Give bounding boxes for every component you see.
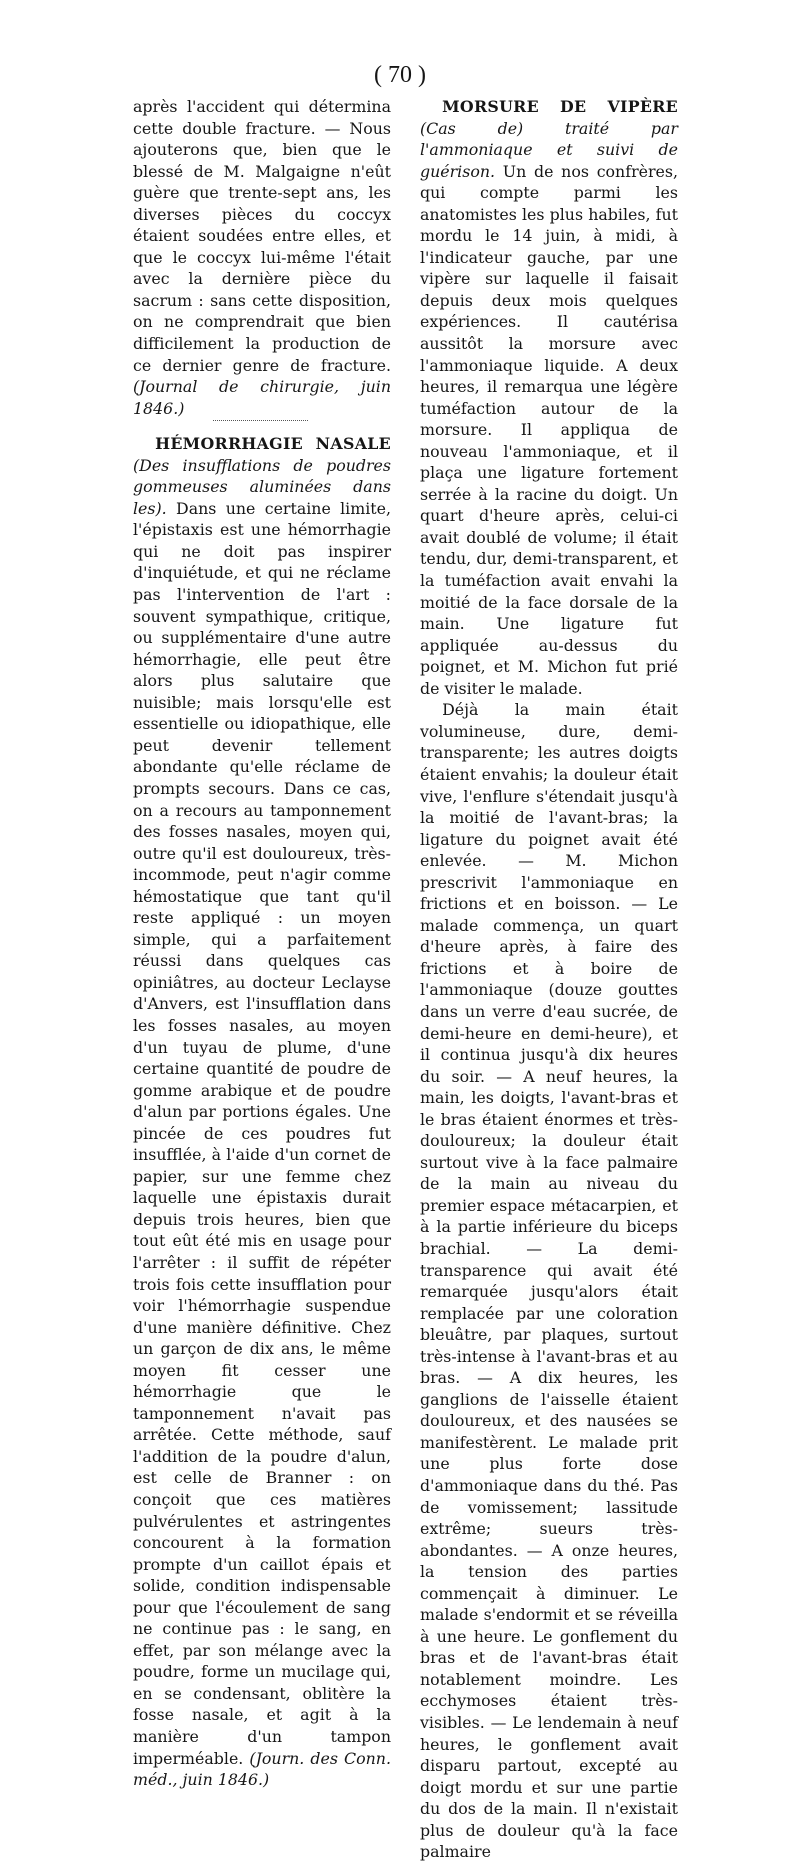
article-body: Un de nos confrères, qui compte parmi les anatomistes les plus habiles, fut mordu le 14 juin, à midi, à l'indicateur gauche, par une vipère sur laquelle il faisait depuis deux mois quelques expériences. Il cautérisa aussitôt la morsure avec l'ammoniaque liquide. A deux heures, il remarqua une légère tuméfaction autour de la morsure. Il appliqua de nouveau l'ammoniaque, et il plaça une ligature fortement serrée à la racine du doigt. Un quart d'heure après, celui-ci avait doublé de volume; il était tendu, dur, demi-transparent, et la tuméfaction avait envahi la moitié de la face dorsale de la main. Une ligature fut appliquée au-dessus du poignet, et M. Michon fut prié de visiter le malade. [420, 161, 679, 698]
article-paragraph: Déjà la main était volumineuse, dure, demi-transparente; les autres doigts étaient envahis; la douleur était vive, l'enflure s'étendait jusqu'à la moitié de l'avant-bras; la ligature du poignet avait été enlevée. — M. Michon prescrivit l'ammoniaque en frictions et en boisson. — Le malade commença, un quart d'heure après, à faire des frictions et à boire de l'ammoniaque (douze gouttes dans un verre d'eau sucrée, de demi-heure en demi-heure), et il continua jusqu'à dix heures du soir. — A neuf heures, la main, les doigts, l'avant-bras et le bras étaient énormes et très-douloureux; la douleur était surtout vive à la face palmaire de la main au niveau du premier espace métacarpien, et à la partie inférieure du biceps brachial. — La demi-transparence qui avait été remarquée jusqu'alors était remplacée par une coloration bleuâtre, par plaques, surtout très-intense à l'avant-bras et au bras. — A dix heures, les ganglions de l'aisselle étaient douloureux, et des nausées se manifestèrent. Le malade prit une plus forte dose d'ammoniaque dans du thé. Pas de vomissement; lassitude extrême; sueurs très-abondantes. — A onze heures, la tension des parties commençait à diminuer. Le malade s'endormit et se réveilla à une heure. Le gonflement du bras et de l'avant-bras était notablement moindre. Les ecchymoses étaient très-visibles. — Le lendemain à neuf heures, le gonflement avait disparu partout, excepté au doigt mordu et sur une partie du dos de la main. Il n'existait plus de douleur qu'à la face palmaire [420, 700, 678, 1862]
left-column [133, 96, 391, 1791]
source-citation: (Journal de chirurgie, juin 1846.) [133, 377, 391, 418]
article-continuation [133, 96, 391, 419]
article-title: MORSURE DE VIPÈRE [442, 97, 678, 116]
article-body: Dans une certaine limite, l'épistaxis est une hémorrhagie qui ne doit pas inspirer d'inquiétude, et qui ne réclame pas l'intervention de l'art : souvent sympathique, critique, ou supplémentaire d'une autre hémorrhagie, elle peut être alors plus salutaire que nuisible; mais lorsqu'elle est essentielle ou idiopathique, elle peut devenir tellement abondante qu'elle réclame de prompts secours. Dans ce cas, on a recours au tamponnement des fosses nasales, moyen qui, outre qu'il est douloureux, très-incommode, peut n'agir comme hémostatique que tant qu'il reste appliqué : un moyen simple, qui a parfaitement réussi dans quelques cas opiniâtres, au docteur Leclayse d'Anvers, est l'insufflation dans les fosses nasales, au moyen d'un tuyau de plume, d'une certaine quantité de poudre de gomme arabique et de poudre d'alun par portions égales. Une pincée de ces poudres fut insufflée, à l'aide d'un cornet de papier, sur une femme chez laquelle une épistaxis durait depuis trois heures, bien que tout eût été mis en usage pour l'arrêter : il suffit de répéter trois fois cette insufflation pour voir l'hémorrhagie suspendue d'une manière définitive. Chez un garçon de dix ans, le même moyen fit cesser une hémorrhagie que le tamponnement n'avait pas arrêtée. Cette méthode, sauf l'addition de la poudre d'alun, est celle de Branner : on conçoit que ces matières pulvérulentes et astringentes concourent à la formation prompte d'un caillot épais et solide, condition indispensable pour que l'écoulement de sang ne continue pas : le sang, en effet, par son mélange avec la poudre, forme un mucilage qui, en se condensant, oblitère la fosse nasale, et agit à la manière d'un tampon imperméable. [133, 498, 391, 1768]
section-divider [213, 420, 308, 431]
article-subtitle: (Cas de) traité par l'ammoniaque et suivi de guérison. [420, 118, 678, 181]
page-number: ( 70 ) [374, 62, 426, 88]
article-vipere [420, 96, 678, 699]
continuation-text: après l'accident qui détermina cette double fracture. — Nous ajouterons que, bien que le blessé de M. Malgaigne n'eût guère que trente-sept ans, les diverses pièces du coccyx étaient soudées entre elles, et que le coccyx lui-même l'était avec la dernière pièce du sacrum : sans cette disposition, on ne comprendrait que bien difficilement la production de ce dernier genre de fracture. [133, 97, 391, 375]
source-citation: (Journ. des Conn. méd., juin 1846.) [133, 1748, 391, 1790]
right-column [420, 96, 678, 1863]
article-subtitle: (Des insufflations de poudres gommeuses aluminées dans les). [133, 455, 391, 518]
article-hemorrhagie [133, 433, 391, 1790]
article-title: HÉMORRHAGIE NASALE [155, 434, 391, 454]
